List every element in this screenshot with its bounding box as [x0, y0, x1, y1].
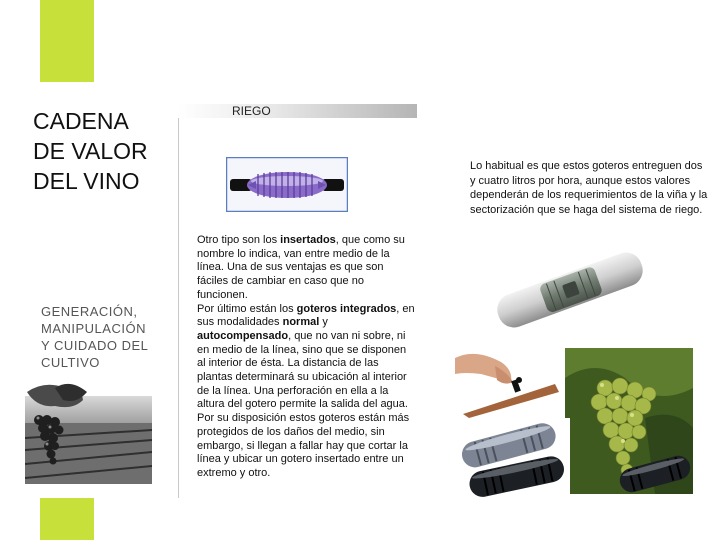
subtitle-line-4: CULTIVO — [41, 355, 100, 370]
body-p1-c: , que como su nombre lo indica, van entre medio de la línea. Una de sus ventajas es que son fáciles de cambiar en caso que no funcionen. — [197, 234, 405, 301]
body-p1-a: Otro tipo son los — [197, 234, 281, 246]
accent-block-bottom — [40, 498, 94, 540]
vineyard-bw-photo — [25, 378, 152, 484]
body-p2-f: autocompensado — [197, 329, 289, 342]
subtitle-line-2: MANIPULACIÓN — [41, 321, 146, 336]
drippers-photo — [455, 418, 570, 500]
vertical-divider — [178, 118, 179, 498]
body-p2-a: Por último están los — [197, 302, 297, 315]
title-line-1: CADENA — [33, 108, 129, 134]
body-text — [197, 234, 417, 481]
subtitle-line-3: Y CUIDADO DEL — [41, 338, 149, 353]
accent-block-top — [40, 0, 94, 82]
title-line-2: DE VALOR — [33, 138, 148, 164]
body-p2-c: , en sus modalidades — [197, 302, 415, 329]
body-p2-e: y — [319, 316, 328, 329]
body-p2-b: goteros integrados — [296, 302, 397, 315]
section-subtitle — [41, 303, 148, 371]
hand-inserting-dripper-photo — [455, 348, 563, 418]
title-line-3: DEL VINO — [33, 168, 140, 194]
right-text: Lo habitual es que estos goteros entreguen dos y cuatro litros por hora, aunque estos valores dependerán de los requerimientos de la viña y la sectorización que se haga del sistema de riego. — [470, 160, 708, 217]
page-title — [33, 106, 148, 196]
dripper-photo — [615, 448, 695, 500]
section-label: RIEGO — [232, 104, 271, 118]
subtitle-line-1: GENERACIÓN, — [41, 304, 138, 319]
section-header-bar — [178, 104, 417, 118]
body-p2-d: normal — [282, 316, 320, 329]
integrated-dripper-pipe-photo — [490, 245, 650, 335]
body-p1-b: insertados — [280, 234, 336, 246]
inserted-dripper-photo — [226, 157, 348, 212]
body-p2-g: , que no van ni sobre, ni en medio de la línea, sino que se disponen al interior de ésta. La distancia de las plantas determinará su ubicación al interior de la línea. Una perforación en ella a la altura del gotero permite la salida del agua. Por su disposición estos goteros están más protegidos de los daños del medio, sin embargo, si llegan a fallar hay que cortar la línea y ubicar un gotero insertado entre un extremo y otro. — [197, 329, 410, 479]
